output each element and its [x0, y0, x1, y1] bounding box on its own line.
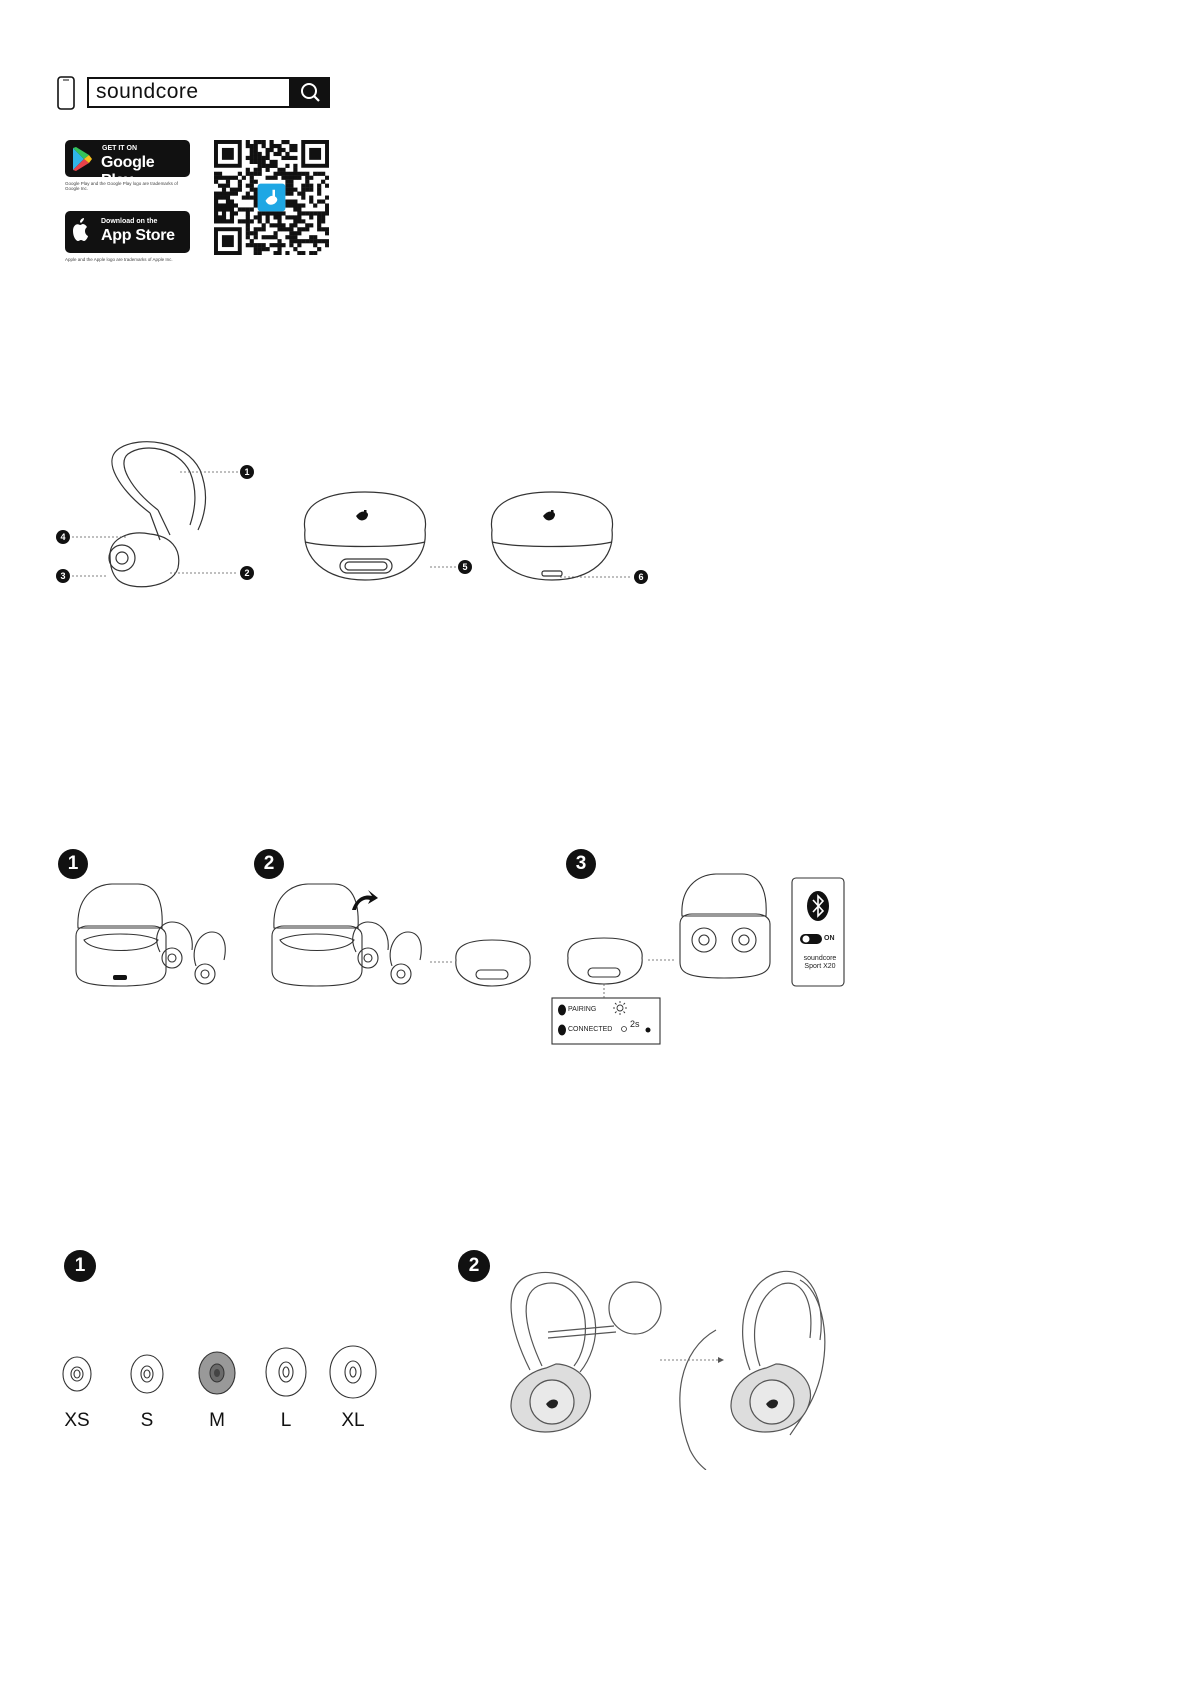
led-flashing-icon — [613, 1001, 627, 1015]
ear-tip-size-l: L — [280, 1410, 292, 1431]
ear-tip-size-xl: XL — [341, 1410, 365, 1431]
pairing-step-1: 1 — [58, 849, 88, 879]
fit-step-1: 1 — [64, 1250, 96, 1282]
ear-tips-illustration — [40, 1340, 400, 1410]
google-play-top-line: GET IT ON — [102, 145, 137, 152]
status-duration: 2s — [630, 1019, 640, 1029]
callout-3: 3 — [56, 569, 70, 583]
callout-4: 4 — [56, 530, 70, 544]
fit-step-2: 2 — [458, 1250, 490, 1282]
phone-device-model: Sport X20 — [804, 963, 836, 970]
google-play-icon — [65, 140, 95, 177]
status-connected-label: CONNECTED — [568, 1026, 613, 1033]
apple-icon — [65, 211, 95, 253]
google-play-legal: Google Play and the Google Play logo are trademarks of Google Inc. — [65, 181, 178, 191]
ear-tip-m-selected — [199, 1352, 235, 1394]
search-input-value: soundcore — [96, 80, 199, 103]
pairing-illustration — [0, 870, 860, 1050]
google-play-main-line: Google Play — [101, 154, 155, 189]
toggle-switch-icon — [800, 934, 822, 944]
callout-6: 6 — [634, 570, 648, 584]
pairing-step-3: 3 — [566, 849, 596, 879]
pairing-step-2: 2 — [254, 849, 284, 879]
app-store-legal: Apple and the Apple logo are trademarks of Apple Inc. — [65, 257, 173, 262]
phone-toggle-label: ON — [824, 935, 835, 942]
ear-tip-size-m: M — [209, 1410, 225, 1431]
search-button[interactable] — [290, 77, 330, 108]
status-bluetooth-icons — [558, 1005, 566, 1036]
wearing-illustration — [490, 1260, 850, 1470]
app-store-main-line: App Store — [101, 227, 175, 244]
bluetooth-icon — [807, 891, 829, 921]
status-pairing-label: PAIRING — [568, 1006, 597, 1013]
phone-device-brand: soundcore — [803, 955, 837, 962]
qr-code[interactable] — [214, 140, 329, 255]
callout-5: 5 — [458, 560, 472, 574]
phone-icon — [57, 76, 75, 110]
callout-2: 2 — [240, 566, 254, 580]
app-store-badge[interactable] — [65, 211, 190, 253]
earbud-parts-diagram — [0, 430, 700, 600]
ear-tip-size-s: S — [140, 1410, 154, 1431]
app-store-top-line: Download on the — [101, 218, 158, 225]
callout-1: 1 — [240, 465, 254, 479]
search-icon — [290, 77, 330, 108]
ear-tip-size-xs: XS — [64, 1410, 90, 1431]
